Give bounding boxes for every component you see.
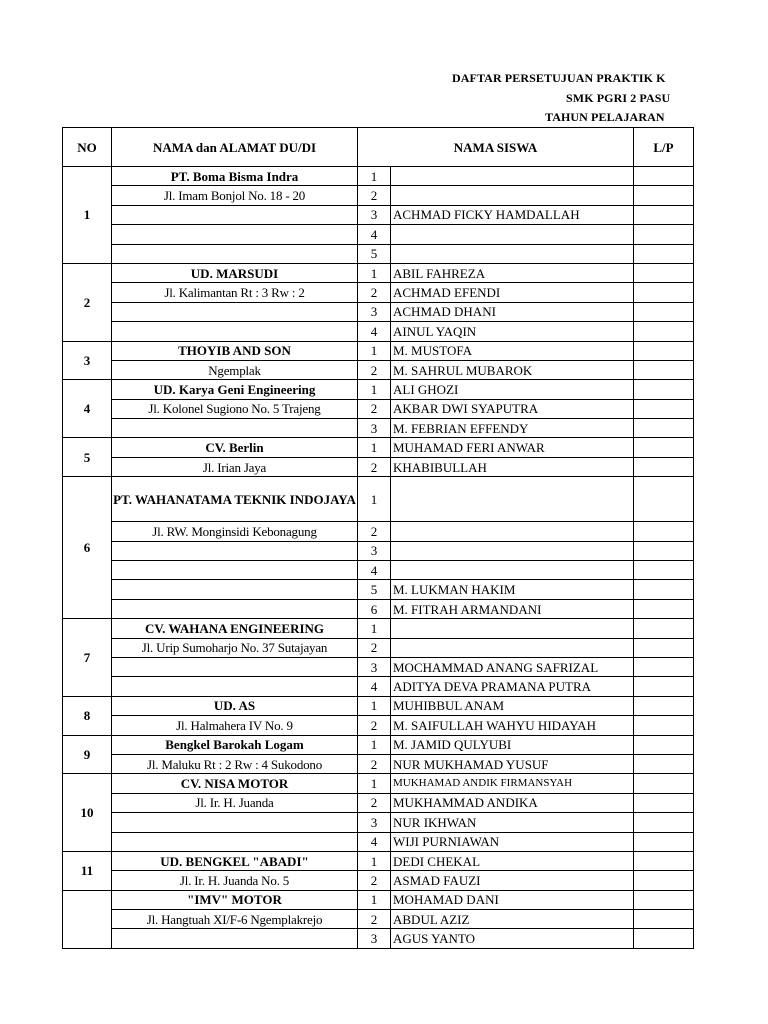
company-address: Jl. Halmahera IV No. 9 [112,716,358,735]
student-index: 1 [358,438,391,457]
company-address: Ngemplak [112,360,358,379]
student-name: DEDI CHEKAL [391,851,634,870]
student-index: 1 [358,619,391,638]
student-index: 1 [358,380,391,399]
gender-cell [634,832,694,851]
table-row [63,677,694,696]
gender-cell [634,457,694,476]
gender-cell [634,638,694,657]
company-empty-cell [112,599,358,618]
student-index: 3 [358,541,391,560]
student-name: ACHMAD DHANI [391,302,634,321]
table-row [63,832,694,851]
company-address: Jl. Maluku Rt : 2 Rw : 4 Sukodono [112,754,358,773]
student-index: 2 [358,399,391,418]
group-number: 11 [63,851,112,890]
student-name: MUHIBBUL ANAM [391,696,634,715]
table-row [63,910,694,929]
gender-cell [634,929,694,948]
table-row [63,716,694,735]
gender-cell [634,910,694,929]
group-number: 2 [63,263,112,341]
company-name: PT. Boma Bisma Indra [112,167,358,186]
company-address: Jl. Ir. H. Juanda No. 5 [112,871,358,890]
gender-cell [634,283,694,302]
company-empty-cell [112,929,358,948]
student-name: AGUS YANTO [391,929,634,948]
company-empty-cell [112,244,358,263]
company-empty-cell [112,541,358,560]
gender-cell [634,619,694,638]
student-index: 5 [358,244,391,263]
student-name: NUR IKHWAN [391,813,634,832]
gender-cell [634,871,694,890]
table-row [63,438,694,457]
student-name: M. FITRAH ARMANDANI [391,599,634,618]
academic-year-label: TAHUN PELAJARAN [545,110,665,124]
student-index: 1 [358,341,391,360]
student-index: 1 [358,735,391,754]
student-name [391,541,634,560]
table-row [63,657,694,676]
company-name: UD. AS [112,696,358,715]
student-name: ACHMAD FICKY HAMDALLAH [391,205,634,224]
table-row [63,735,694,754]
gender-cell [634,890,694,909]
table-row [63,419,694,438]
gender-cell [634,438,694,457]
header-company: NAMA dan ALAMAT DU/DI [112,128,358,167]
table-row [63,638,694,657]
gender-cell [634,716,694,735]
table-row [63,225,694,244]
student-name [391,522,634,541]
gender-cell [634,522,694,541]
student-index: 4 [358,832,391,851]
table-row [63,890,694,909]
student-index: 2 [358,716,391,735]
company-name: "IMV" MOTOR [112,890,358,909]
student-name: MOCHAMMAD ANANG SAFRIZAL [391,657,634,676]
gender-cell [634,754,694,773]
student-index: 2 [358,360,391,379]
company-name: UD. BENGKEL "ABADI" [112,851,358,870]
company-name: Bengkel Barokah Logam [112,735,358,754]
student-name [391,561,634,580]
table-row [63,599,694,618]
student-index: 3 [358,205,391,224]
company-empty-cell [112,813,358,832]
group-number: 4 [63,380,112,438]
student-name: M. MUSTOFA [391,341,634,360]
company-name: UD. MARSUDI [112,263,358,282]
gender-cell [634,399,694,418]
table-row [63,360,694,379]
student-index: 2 [358,871,391,890]
company-name: CV. Berlin [112,438,358,457]
student-index: 3 [358,657,391,676]
student-index: 5 [358,580,391,599]
student-name [391,186,634,205]
gender-cell [634,322,694,341]
table-row [63,380,694,399]
table-row [63,619,694,638]
company-empty-cell [112,419,358,438]
student-name: M. SAHRUL MUBAROK [391,360,634,379]
student-index: 3 [358,302,391,321]
student-name: MOHAMAD DANI [391,890,634,909]
student-name: ALI GHOZI [391,380,634,399]
gender-cell [634,302,694,321]
table-row [63,929,694,948]
company-empty-cell [112,225,358,244]
table-row [63,754,694,773]
student-index: 4 [358,561,391,580]
student-name: ACHMAD EFENDI [391,283,634,302]
gender-cell [634,677,694,696]
student-name: M. FEBRIAN EFFENDY [391,419,634,438]
table-row [63,457,694,476]
student-name: M. SAIFULLAH WAHYU HIDAYAH [391,716,634,735]
student-index: 1 [358,167,391,186]
gender-cell [634,851,694,870]
company-address: Jl. Imam Bonjol No. 18 - 20 [112,186,358,205]
student-name [391,638,634,657]
table-row [63,341,694,360]
student-index: 2 [358,638,391,657]
table-row [63,541,694,560]
company-empty-cell [112,580,358,599]
table-row [63,561,694,580]
student-index: 1 [358,851,391,870]
student-name: ABIL FAHREZA [391,263,634,282]
student-index: 1 [358,696,391,715]
gender-cell [634,657,694,676]
student-name: ABDUL AZIZ [391,910,634,929]
student-index: 1 [358,774,391,793]
table-row [63,263,694,282]
company-name: CV. NISA MOTOR [112,774,358,793]
group-number: 7 [63,619,112,697]
header-row [63,128,694,167]
table-row [63,205,694,224]
table-row [63,186,694,205]
group-number: 9 [63,735,112,774]
company-address: Jl. Hangtuah XI/F-6 Ngemplakrejo [112,910,358,929]
group-number: 1 [63,167,112,264]
company-address: Jl. Kalimantan Rt : 3 Rw : 2 [112,283,358,302]
header-lp: L/P [634,128,694,167]
gender-cell [634,696,694,715]
table-row [63,813,694,832]
student-name: MUHAMAD FERI ANWAR [391,438,634,457]
table-row [63,580,694,599]
gender-cell [634,735,694,754]
group-number: 10 [63,774,112,852]
table-row [63,283,694,302]
table-row [63,322,694,341]
group-number: 6 [63,477,112,619]
student-name [391,619,634,638]
student-index: 3 [358,813,391,832]
company-name: THOYIB AND SON [112,341,358,360]
student-index: 2 [358,522,391,541]
table-row [63,851,694,870]
table-row [63,871,694,890]
table-row [63,244,694,263]
gender-cell [634,205,694,224]
company-empty-cell [112,205,358,224]
company-name: PT. WAHANATAMA TEKNIK INDOJAYA [112,477,358,522]
student-index: 3 [358,929,391,948]
student-index: 4 [358,225,391,244]
gender-cell [634,541,694,560]
company-address: Jl. Urip Sumoharjo No. 37 Sutajayan [112,638,358,657]
placement-table [62,127,694,949]
gender-cell [634,793,694,812]
student-name: MUKHAMMAD ANDIKA [391,793,634,812]
student-index: 1 [358,477,391,522]
gender-cell [634,263,694,282]
company-address: Jl. RW. Monginsidi Kebonagung [112,522,358,541]
student-name: MUKHAMAD ANDIK FIRMANSYAH [391,774,634,793]
gender-cell [634,561,694,580]
company-address: Jl. Kolonel Sugiono No. 5 Trajeng [112,399,358,418]
student-index: 2 [358,283,391,302]
student-index: 1 [358,263,391,282]
table-row [63,477,694,522]
gender-cell [634,813,694,832]
gender-cell [634,774,694,793]
gender-cell [634,244,694,263]
student-name: ADITYA DEVA PRAMANA PUTRA [391,677,634,696]
gender-cell [634,225,694,244]
student-name: KHABIBULLAH [391,457,634,476]
student-name: ASMAD FAUZI [391,871,634,890]
gender-cell [634,341,694,360]
student-name: WIJI PURNIAWAN [391,832,634,851]
company-name: UD. Karya Geni Engineering [112,380,358,399]
gender-cell [634,477,694,522]
table-row [63,774,694,793]
student-index: 1 [358,890,391,909]
table-row [63,522,694,541]
student-name [391,225,634,244]
company-address: Jl. Irian Jaya [112,457,358,476]
company-empty-cell [112,677,358,696]
student-index: 4 [358,322,391,341]
student-index: 2 [358,186,391,205]
student-name [391,167,634,186]
company-empty-cell [112,657,358,676]
company-empty-cell [112,561,358,580]
student-name: M. JAMID QULYUBI [391,735,634,754]
gender-cell [634,186,694,205]
student-name: M. LUKMAN HAKIM [391,580,634,599]
student-index: 2 [358,910,391,929]
student-index: 4 [358,677,391,696]
student-index: 2 [358,793,391,812]
company-empty-cell [112,832,358,851]
school-name: SMK PGRI 2 PASU [566,91,671,105]
table-row [63,167,694,186]
student-name: AKBAR DWI SYAPUTRA [391,399,634,418]
gender-cell [634,380,694,399]
table-row [63,399,694,418]
student-index: 2 [358,754,391,773]
student-index: 6 [358,599,391,618]
gender-cell [634,419,694,438]
company-empty-cell [112,322,358,341]
table-row [63,302,694,321]
student-index: 3 [358,419,391,438]
group-number: 5 [63,438,112,477]
student-index: 2 [358,457,391,476]
student-name [391,244,634,263]
company-address: Jl. Ir. H. Juanda [112,793,358,812]
gender-cell [634,599,694,618]
gender-cell [634,167,694,186]
table-row [63,696,694,715]
group-number: 3 [63,341,112,380]
group-number [63,890,112,948]
company-empty-cell [112,302,358,321]
student-name: NUR MUKHAMAD YUSUF [391,754,634,773]
company-name: CV. WAHANA ENGINEERING [112,619,358,638]
header-student: NAMA SISWA [358,128,634,167]
group-number: 8 [63,696,112,735]
header-no: NO [63,128,112,167]
student-name [391,477,634,522]
gender-cell [634,580,694,599]
document-title: DAFTAR PERSETUJUAN PRAKTIK K [452,71,666,85]
table-row [63,793,694,812]
student-name: AINUL YAQIN [391,322,634,341]
gender-cell [634,360,694,379]
